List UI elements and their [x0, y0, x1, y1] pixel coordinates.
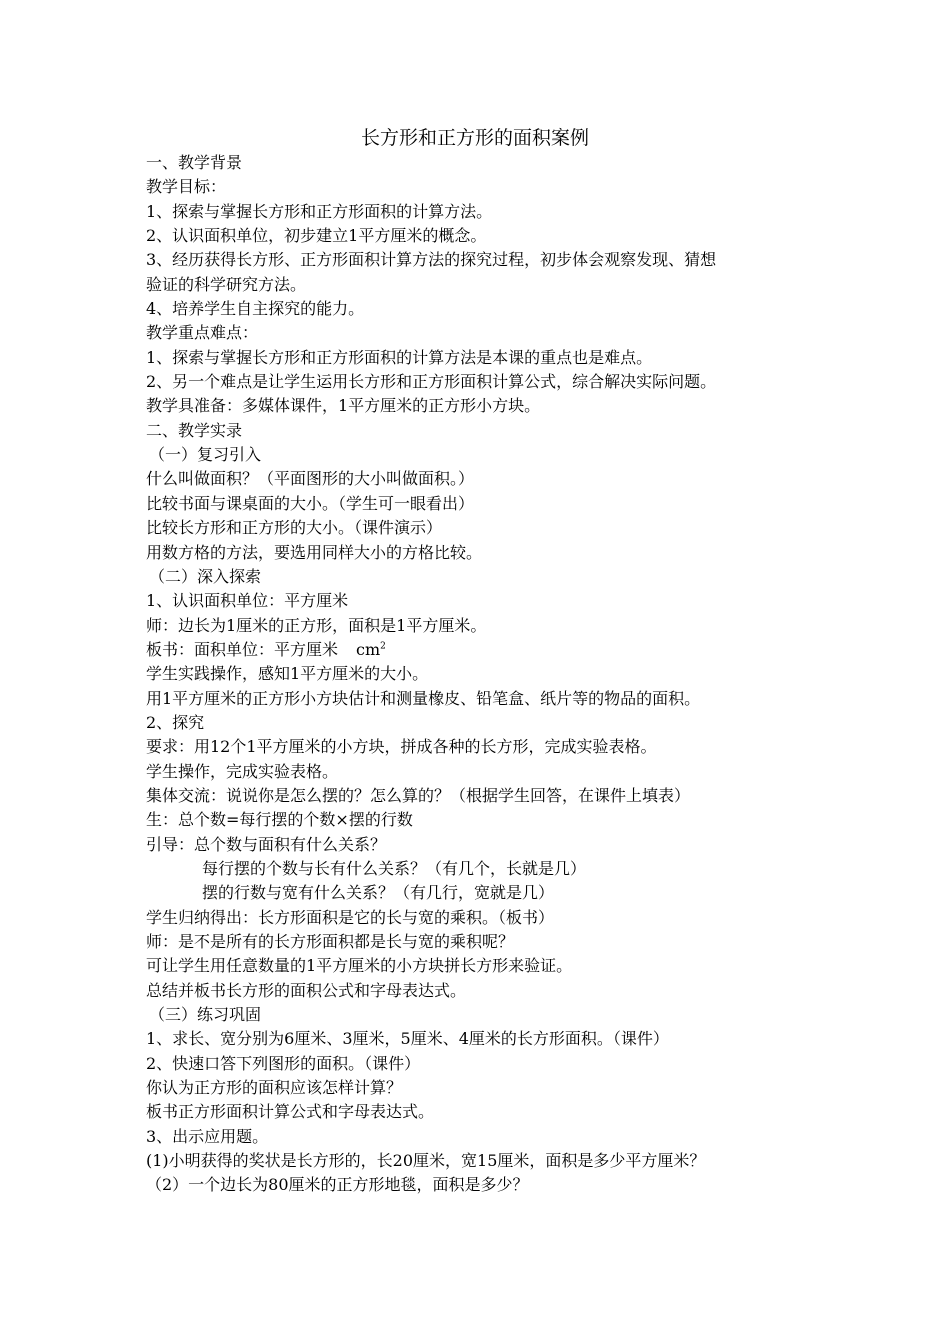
paragraph: 生：总个数=每行摆的个数×摆的行数 [146, 810, 413, 830]
paragraph: 4、培养学生自主探究的能力。 [146, 299, 365, 319]
paragraph: 比较书面与课桌面的大小。（学生可一眼看出） [146, 493, 475, 513]
paragraph: 1、认识面积单位：平方厘米 [146, 591, 349, 611]
paragraph: 3、经历获得长方形、正方形面积计算方法的探究过程，初步体会观察发现、猜想 [146, 250, 717, 270]
unit-exponent: 2 [380, 641, 386, 652]
paragraph: 集体交流：说说你是怎么摆的？怎么算的？（根据学生回答，在课件上填表） [146, 785, 691, 805]
paragraph: 引导：总个数与面积有什么关系？ [146, 834, 387, 854]
section-heading: 一、教学背景 [146, 153, 243, 172]
paragraph: 1、探索与掌握长方形和正方形面积的计算方法。 [146, 201, 493, 221]
paragraph-with-unit [146, 638, 816, 662]
paragraph: （2）一个边长为80厘米的正方形地毯，面积是多少？ [146, 1175, 529, 1195]
subheading: 教学重点难点： [146, 323, 259, 343]
paragraph: 学生归纳得出：长方形面积是它的长与宽的乘积。（板书） [146, 907, 555, 927]
paragraph: (1)小明获得的奖状是长方形的，长20厘米，宽15厘米，面积是多少平方厘米？ [146, 1151, 706, 1171]
section-heading: 二、教学实录 [146, 420, 243, 440]
subsection-heading: （三）练习巩固 [149, 1005, 262, 1025]
paragraph-indented: 摆的行数与宽有什么关系？（有几行，宽就是几） [202, 883, 555, 903]
paragraph: 什么叫做面积？（平面图形的大小叫做面积。） [146, 469, 475, 489]
paragraph: 2、另一个难点是让学生运用长方形和正方形面积计算公式，综合解决实际问题。 [146, 372, 717, 392]
paragraph: 2、认识面积单位，初步建立1平方厘米的概念。 [146, 226, 487, 246]
paragraph: 用1平方厘米的正方形小方块估计和测量橡皮、铅笔盒、纸片等的物品的面积。 [146, 688, 701, 708]
paragraph: 教学具准备：多媒体课件，1平方厘米的正方形小方块。 [146, 396, 541, 416]
document-body [146, 151, 816, 1198]
paragraph: 1、求长、宽分别为6厘米、3厘米，5厘米、4厘米的长方形面积。（课件） [146, 1029, 669, 1049]
paragraph: 学生实践操作，感知1平方厘米的大小。 [146, 664, 429, 684]
paragraph: 师：边长为1厘米的正方形，面积是1平方厘米。 [146, 615, 487, 635]
paragraph: 1、探索与掌握长方形和正方形面积的计算方法是本课的重点也是难点。 [146, 347, 653, 367]
paragraph-indented: 每行摆的个数与长有什么关系？（有几个，长就是几） [202, 858, 587, 878]
paragraph: 用数方格的方法，要选用同样大小的方格比较。 [146, 542, 483, 562]
paragraph: 学生操作，完成实验表格。 [146, 761, 339, 781]
paragraph: 比较长方形和正方形的大小。（课件演示） [146, 518, 443, 538]
paragraph: 可让学生用任意数量的1平方厘米的小方块拼长方形来验证。 [146, 956, 573, 976]
subheading: 教学目标： [146, 177, 227, 197]
paragraph: 要求：用12个1平方厘米的小方块，拼成各种的长方形，完成实验表格。 [146, 737, 657, 757]
unit-symbol [338, 640, 386, 659]
paragraph: 你认为正方形的面积应该怎样计算？ [146, 1078, 403, 1098]
subsection-heading: （一）复习引入 [149, 445, 262, 465]
document-title: 长方形和正方形的面积案例 [360, 127, 589, 149]
paragraph: 3、出示应用题。 [146, 1126, 269, 1146]
paragraph: 师：是不是所有的长方形面积都是长与宽的乘积呢？ [146, 932, 515, 951]
subsection-heading: （二）深入探索 [149, 566, 262, 586]
paragraph: 验证的科学研究方法。 [146, 274, 307, 294]
unit-base: cm [356, 639, 381, 659]
paragraph: 总结并板书长方形的面积公式和字母表达式。 [146, 980, 467, 1000]
paragraph: 2、探究 [146, 712, 205, 732]
paragraph: 2、快速口答下列图形的面积。（课件） [146, 1053, 421, 1073]
paragraph: 板书正方形面积计算公式和字母表达式。 [146, 1102, 435, 1122]
board-text: 板书：面积单位：平方厘米 [146, 639, 339, 659]
